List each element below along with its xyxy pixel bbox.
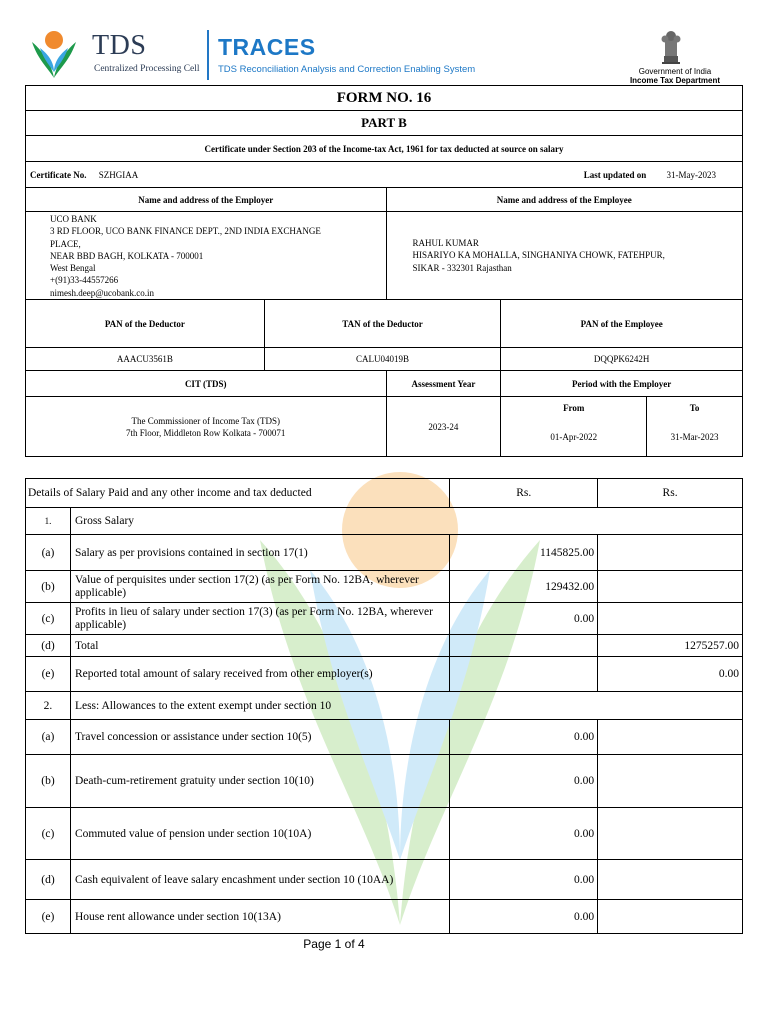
row-amount-1 bbox=[450, 657, 598, 692]
traces-title: TRACES bbox=[218, 34, 316, 60]
row-description: Profits in lieu of salary under section 17(3) (as per Form No. 12BA, wherever applicable) bbox=[70, 603, 449, 635]
page-number: Page 1 of 4 bbox=[303, 937, 365, 951]
row-amount-1: 0.00 bbox=[450, 603, 598, 635]
row-amount-1: 1145825.00 bbox=[450, 535, 598, 571]
row-description: Gross Salary bbox=[70, 508, 742, 535]
row-number: (d) bbox=[26, 635, 71, 657]
salary-heading: Details of Salary Paid and any other income and tax deducted bbox=[26, 479, 450, 508]
tds-title: TDS bbox=[92, 30, 147, 61]
row-number: 1. bbox=[26, 508, 71, 535]
row-description: Commuted value of pension under section 10(10A) bbox=[70, 808, 449, 860]
row-amount-1 bbox=[450, 635, 598, 657]
column-rs-2: Rs. bbox=[598, 479, 743, 508]
form-part: PART B bbox=[26, 111, 743, 136]
row-number: 2. bbox=[26, 692, 71, 720]
pan-deductor-label: PAN of the Deductor bbox=[26, 300, 265, 348]
row-amount-2 bbox=[598, 535, 743, 571]
period-from-label: From bbox=[501, 397, 647, 419]
row-description: House rent allowance under section 10(13A) bbox=[70, 900, 449, 934]
certificate-no-value: SZHGIAA bbox=[98, 169, 139, 180]
employee-address bbox=[386, 212, 743, 300]
certificate-heading: Certificate under Section 203 of the Income-tax Act, 1961 for tax deducted at source on salary bbox=[26, 136, 743, 162]
row-amount-2: 0.00 bbox=[598, 657, 743, 692]
row-amount-1: 0.00 bbox=[450, 808, 598, 860]
row-number: (e) bbox=[26, 900, 71, 934]
employee-line: SIKAR - 332301 Rajasthan bbox=[412, 262, 512, 273]
row-amount-1: 129432.00 bbox=[450, 571, 598, 603]
row-amount-1: 0.00 bbox=[450, 860, 598, 900]
row-number: (d) bbox=[26, 860, 71, 900]
form-title: FORM NO. 16 bbox=[26, 86, 743, 111]
row-number: (b) bbox=[26, 755, 71, 808]
row-number: (c) bbox=[26, 808, 71, 860]
row-description: Death-cum-retirement gratuity under section 10(10) bbox=[70, 755, 449, 808]
assessment-year-value: 2023-24 bbox=[386, 397, 501, 457]
row-amount-2 bbox=[598, 571, 743, 603]
certificate-no-cell bbox=[26, 162, 387, 188]
row-number: (a) bbox=[26, 535, 71, 571]
period-to-value: 31-Mar-2023 bbox=[647, 419, 743, 457]
assessment-year-label: Assessment Year bbox=[386, 371, 501, 397]
row-amount-2 bbox=[598, 720, 743, 755]
row-number: (e) bbox=[26, 657, 71, 692]
column-rs-1: Rs. bbox=[450, 479, 598, 508]
employer-line: West Bengal bbox=[50, 263, 96, 274]
cit-line: 7th Floor, Middleton Row Kolkata - 700071 bbox=[126, 427, 286, 438]
row-number: (c) bbox=[26, 603, 71, 635]
pan-employee-value: DQQPK6242H bbox=[501, 348, 743, 371]
employer-address bbox=[26, 212, 387, 300]
last-updated-label: Last updated on bbox=[583, 169, 647, 180]
tan-deductor-value: CALU04019B bbox=[264, 348, 501, 371]
row-amount-2 bbox=[598, 900, 743, 934]
row-amount-2 bbox=[598, 808, 743, 860]
last-updated-value: 31-May-2023 bbox=[666, 169, 716, 180]
employee-line: HISARIYO KA MOHALLA, SINGHANIYA CHOWK, FATEHPUR, bbox=[412, 250, 665, 261]
page-header bbox=[0, 0, 768, 86]
row-description: Salary as per provisions contained in section 17(1) bbox=[70, 535, 449, 571]
employer-line: 3 RD FLOOR, UCO BANK FINANCE DEPT., 2ND INDIA EXCHANGE bbox=[50, 226, 321, 237]
row-amount-1: 0.00 bbox=[450, 720, 598, 755]
tds-subtitle: Centralized Processing Cell bbox=[94, 64, 200, 74]
tds-logo-icon bbox=[30, 28, 78, 80]
gov-line-2: Income Tax Department bbox=[629, 76, 721, 85]
row-description: Less: Allowances to the extent exempt under section 10 bbox=[70, 692, 742, 720]
employer-heading: Name and address of the Employer bbox=[26, 188, 387, 212]
form16-header-table bbox=[25, 85, 743, 457]
period-from-value: 01-Apr-2022 bbox=[501, 419, 647, 457]
employee-line: RAHUL KUMAR bbox=[412, 237, 479, 248]
cit-label: CIT (TDS) bbox=[26, 371, 387, 397]
employer-line: UCO BANK bbox=[50, 214, 97, 224]
row-description: Travel concession or assistance under section 10(5) bbox=[70, 720, 449, 755]
last-updated-cell bbox=[386, 162, 743, 188]
certificate-no-label: Certificate No. bbox=[30, 169, 87, 180]
employer-line: +(91)33-44557266 bbox=[50, 275, 119, 286]
row-amount-1: 0.00 bbox=[450, 900, 598, 934]
row-description: Value of perquisites under section 17(2) (as per Form No. 12BA, wherever applicable) bbox=[70, 571, 449, 603]
row-description: Total bbox=[70, 635, 449, 657]
national-emblem-icon bbox=[656, 26, 686, 66]
employer-email: nimesh.deep@ucobank.co.in bbox=[50, 287, 155, 298]
row-description: Reported total amount of salary received from other employer(s) bbox=[70, 657, 449, 692]
row-number: (a) bbox=[26, 720, 71, 755]
employer-line: NEAR BBD BAGH, KOLKATA - 700001 bbox=[50, 250, 204, 261]
gov-india-label bbox=[620, 67, 730, 85]
row-amount-2: 1275257.00 bbox=[598, 635, 743, 657]
cit-address bbox=[26, 397, 387, 457]
period-to-label: To bbox=[647, 397, 743, 419]
header-divider bbox=[207, 30, 209, 80]
row-amount-2 bbox=[598, 603, 743, 635]
period-label: Period with the Employer bbox=[501, 371, 743, 397]
row-amount-1: 0.00 bbox=[450, 755, 598, 808]
tan-deductor-label: TAN of the Deductor bbox=[264, 300, 501, 348]
row-number: (b) bbox=[26, 571, 71, 603]
row-description: Cash equivalent of leave salary encashment under section 10 (10AA) bbox=[70, 860, 449, 900]
traces-subtitle: TDS Reconciliation Analysis and Correction Enabling System bbox=[218, 64, 476, 75]
employee-heading: Name and address of the Employee bbox=[386, 188, 743, 212]
pan-deductor-value: AAACU3561B bbox=[26, 348, 265, 371]
cit-line: The Commissioner of Income Tax (TDS) bbox=[131, 415, 280, 426]
employer-line: PLACE, bbox=[50, 238, 81, 249]
row-amount-2 bbox=[598, 755, 743, 808]
salary-details-table bbox=[25, 478, 743, 934]
pan-employee-label: PAN of the Employee bbox=[501, 300, 743, 348]
gov-line-1: Government of India bbox=[638, 67, 712, 76]
row-amount-2 bbox=[598, 860, 743, 900]
